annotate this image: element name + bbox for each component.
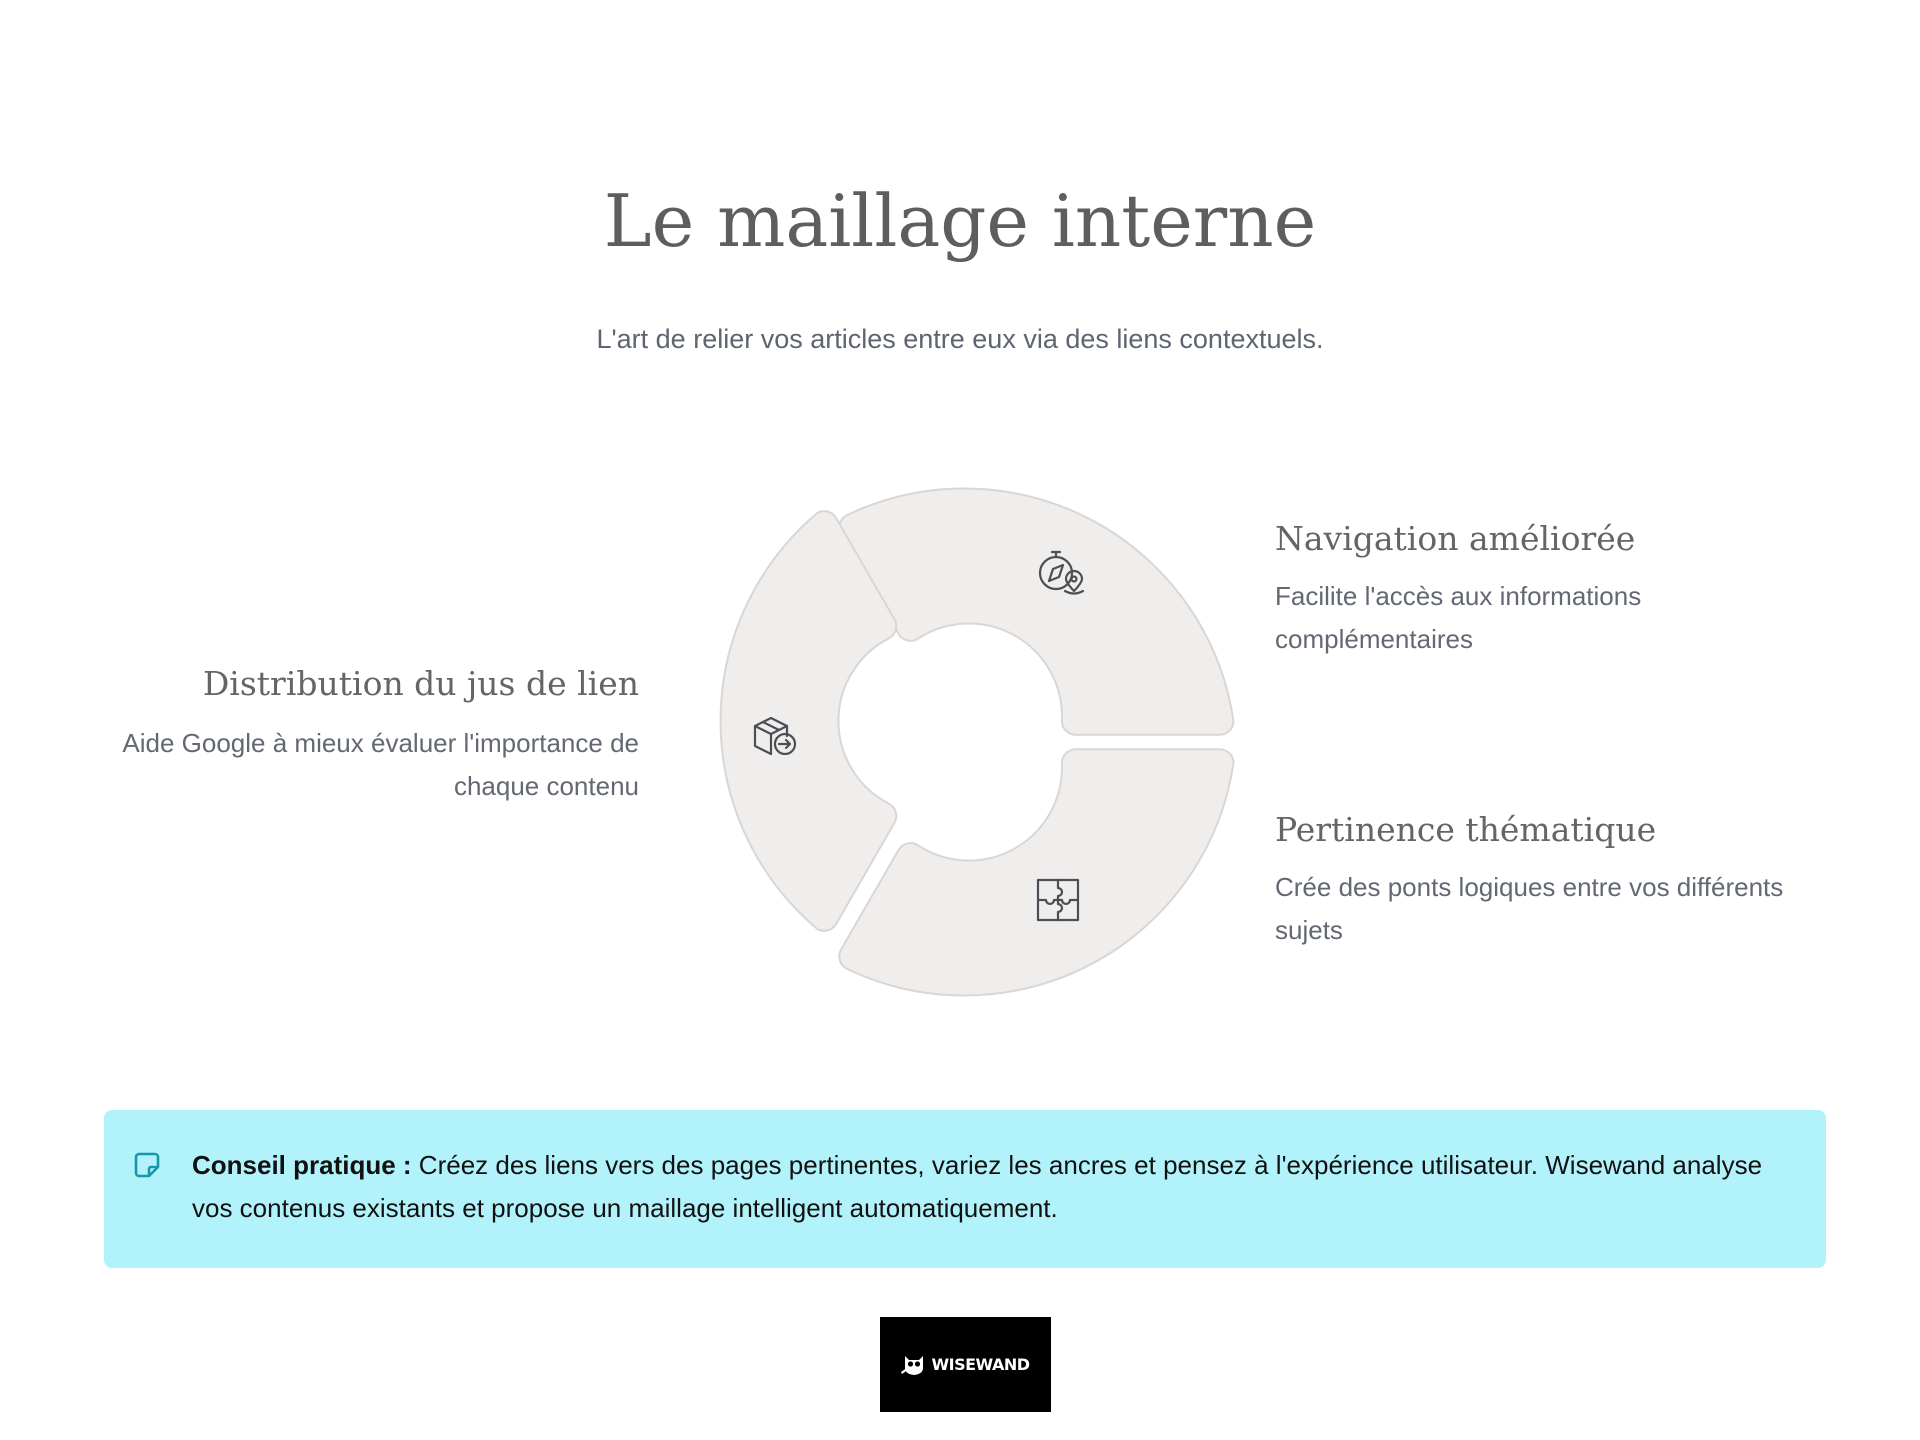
tip-callout <box>104 1110 1826 1268</box>
wisewand-logo <box>880 1317 1051 1412</box>
item-desc-navigation: Facilite l'accès aux informations complémentaires <box>1275 581 1642 654</box>
item-title-navigation: Navigation améliorée <box>1275 519 1636 558</box>
page-subtitle: L'art de relier vos articles entre eux via des liens contextuels. <box>596 324 1324 354</box>
segment-navigation <box>839 488 1233 734</box>
item-desc-pertinence: Crée des ponts logiques entre vos différents sujets <box>1275 872 1784 945</box>
tip-label: Conseil pratique : <box>192 1150 412 1180</box>
item-title-distribution: Distribution du jus de lien <box>202 664 639 703</box>
item-title-pertinence: Pertinence thématique <box>1275 810 1657 849</box>
logo-wordmark: WISEWAND <box>931 1355 1030 1374</box>
item-desc-distribution: Aide Google à mieux évaluer l'importance de chaque contenu <box>122 728 639 801</box>
page-title: Le maillage interne <box>603 179 1317 263</box>
tip-text <box>192 1144 1802 1230</box>
tip-body: Créez des liens vers des pages pertinentes, variez les ancres et pensez à l'expérience utilisateur. Wisewand analyse vos contenus existants et propose un maillage intelligent automatiquement. <box>192 1150 1763 1223</box>
note-icon <box>134 1152 160 1178</box>
owl-icon <box>901 1354 927 1376</box>
segment-pertinence <box>839 749 1233 995</box>
